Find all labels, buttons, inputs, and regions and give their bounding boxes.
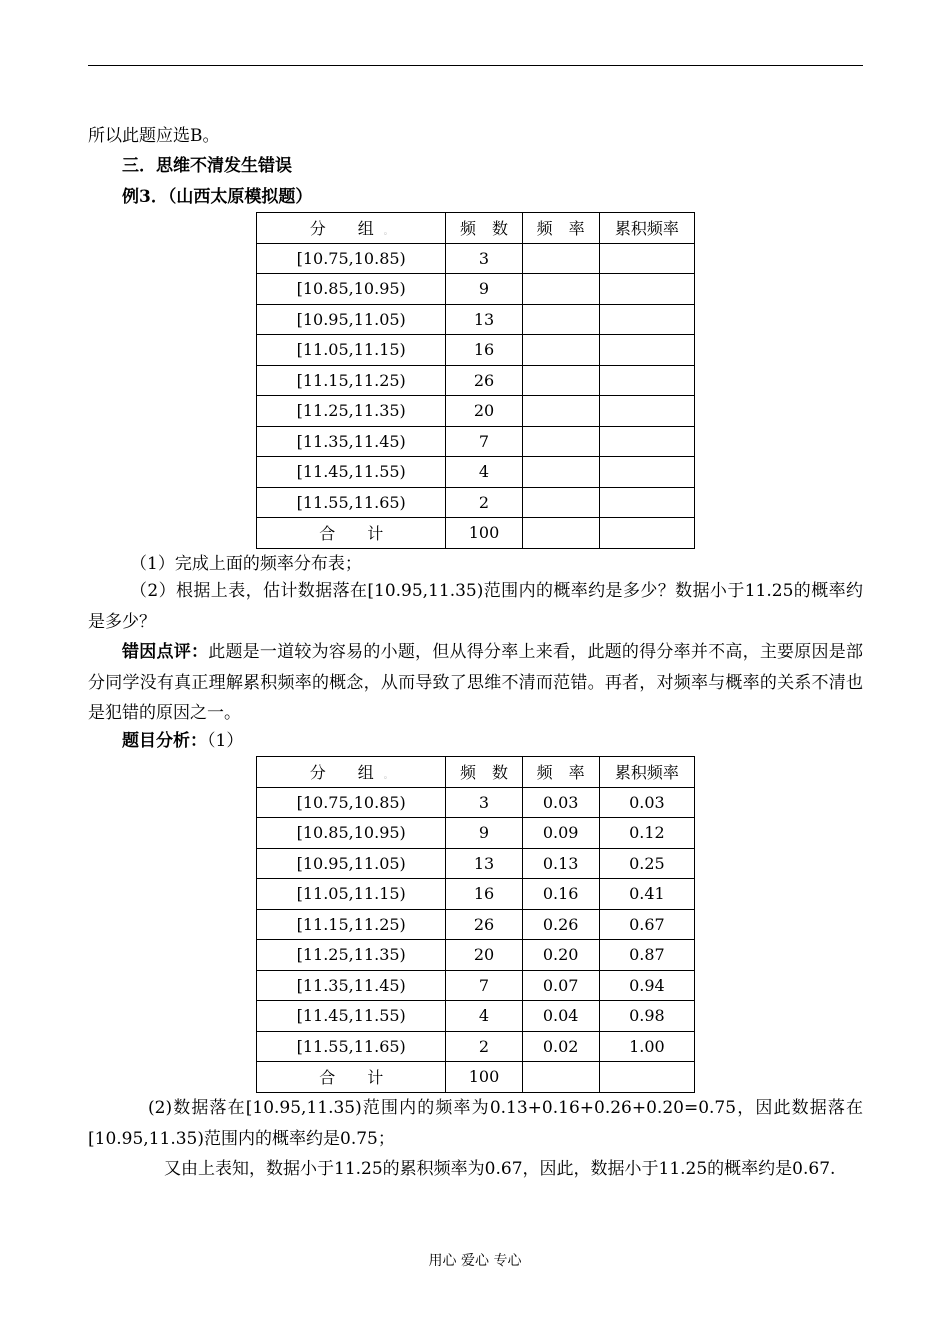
table-cell: 26 xyxy=(446,909,522,940)
table-row xyxy=(257,1001,695,1032)
table-cell: 100 xyxy=(446,1062,522,1093)
table-cell: 0.94 xyxy=(599,970,694,1001)
table-cell: [11.25,11.35) xyxy=(257,940,446,971)
table-cell xyxy=(599,457,694,488)
header-mark: 。 xyxy=(383,771,393,782)
header-rule xyxy=(88,65,863,66)
table-cell: 7 xyxy=(446,426,522,457)
table-cell xyxy=(599,518,694,549)
table-cell: [10.75,10.85) xyxy=(257,787,446,818)
table-cell: [11.55,11.65) xyxy=(257,1031,446,1062)
table-cell: 0.20 xyxy=(522,940,599,971)
table-cell xyxy=(599,335,694,366)
table-cell: 3 xyxy=(446,787,522,818)
table-cell xyxy=(522,396,599,427)
table-cell xyxy=(599,365,694,396)
table-cell xyxy=(522,487,599,518)
table-cell: 0.16 xyxy=(522,879,599,910)
table-row xyxy=(257,243,695,274)
table-cell: 0.26 xyxy=(522,909,599,940)
table-cell: [11.05,11.15) xyxy=(257,879,446,910)
section-heading: 三．思维不清发生错误 xyxy=(122,156,292,176)
table-cell: 合 计 xyxy=(257,518,446,549)
table-cell: 1.00 xyxy=(599,1031,694,1062)
table-cell: [11.55,11.65) xyxy=(257,487,446,518)
table-cell: [10.75,10.85) xyxy=(257,243,446,274)
table-cell: [11.25,11.35) xyxy=(257,396,446,427)
table-cell xyxy=(522,304,599,335)
table-header-cell: 累积频率 xyxy=(599,213,694,244)
example-title: 例3．（山西太原模拟题） xyxy=(122,187,313,207)
table-row xyxy=(257,335,695,366)
table-row xyxy=(257,940,695,971)
table-cell xyxy=(522,335,599,366)
table-cell: 20 xyxy=(446,940,522,971)
table-header-cell: 频 数 xyxy=(446,213,522,244)
table-row xyxy=(257,396,695,427)
table-cell xyxy=(599,1062,694,1093)
table-row xyxy=(257,457,695,488)
table-row xyxy=(257,487,695,518)
table-cell xyxy=(599,426,694,457)
table-cell: [11.35,11.45) xyxy=(257,970,446,1001)
table-row xyxy=(257,365,695,396)
table-cell: [11.45,11.55) xyxy=(257,457,446,488)
table-cell: 合 计 xyxy=(257,1062,446,1093)
table-cell: 13 xyxy=(446,848,522,879)
table-row xyxy=(257,909,695,940)
analysis-number: （1） xyxy=(207,731,244,751)
table-cell: 0.87 xyxy=(599,940,694,971)
table-header-cell: 频 率 xyxy=(522,757,599,788)
table-header-cell: 频 率 xyxy=(522,213,599,244)
table-cell: [11.45,11.55) xyxy=(257,1001,446,1032)
table-row xyxy=(257,787,695,818)
table-cell: 0.09 xyxy=(522,818,599,849)
table-cell: 16 xyxy=(446,879,522,910)
table-cell xyxy=(599,304,694,335)
table-cell: 0.07 xyxy=(522,970,599,1001)
table-cell: 16 xyxy=(446,335,522,366)
intro-line: 所以此题应选B。 xyxy=(88,126,220,146)
table-cell xyxy=(522,426,599,457)
table-cell: 26 xyxy=(446,365,522,396)
question-1: （1）完成上面的频率分布表； xyxy=(130,554,362,574)
table-cell: 0.98 xyxy=(599,1001,694,1032)
table-cell: 100 xyxy=(446,518,522,549)
table-cell: [10.95,11.05) xyxy=(257,848,446,879)
table-cell xyxy=(522,518,599,549)
table-row xyxy=(257,1031,695,1062)
table-cell xyxy=(522,365,599,396)
table-cell: 0.41 xyxy=(599,879,694,910)
table-cell xyxy=(522,1062,599,1093)
table-cell: [10.95,11.05) xyxy=(257,304,446,335)
table-header-cell: 分 组 。 xyxy=(257,757,446,788)
table-row xyxy=(257,970,695,1001)
table-row xyxy=(257,818,695,849)
table-cell: [10.85,10.95) xyxy=(257,818,446,849)
table-cell: 13 xyxy=(446,304,522,335)
table-cell: 9 xyxy=(446,818,522,849)
table-cell: 2 xyxy=(446,487,522,518)
table-header-cell: 频 数 xyxy=(446,757,522,788)
table-cell: 0.02 xyxy=(522,1031,599,1062)
frequency-table-filled xyxy=(256,756,695,1093)
table-row xyxy=(257,304,695,335)
table-row xyxy=(257,848,695,879)
table-cell: 4 xyxy=(446,457,522,488)
header-mark: 。 xyxy=(383,227,393,238)
table-header-cell: 分 组 。 xyxy=(257,213,446,244)
answer-2: (2)数据落在[10.95,11.35)范围内的频率为0.13+0.16+0.26+0.20=0.75，因此数据落在[10.95,11.35)范围内的概率约是0.75； xyxy=(88,1098,863,1149)
table-row xyxy=(257,879,695,910)
table-cell: 0.12 xyxy=(599,818,694,849)
table-header-row xyxy=(257,757,695,788)
table-row xyxy=(257,426,695,457)
table-cell: [11.05,11.15) xyxy=(257,335,446,366)
table-cell: [11.35,11.45) xyxy=(257,426,446,457)
analysis-heading xyxy=(122,730,243,752)
table-cell: 0.67 xyxy=(599,909,694,940)
table-cell: 0.03 xyxy=(522,787,599,818)
table-cell xyxy=(599,487,694,518)
table-cell: 0.25 xyxy=(599,848,694,879)
frequency-table-blank xyxy=(256,212,695,549)
table-cell: 7 xyxy=(446,970,522,1001)
answer-3: 又由上表知，数据小于11.25的累积频率为0.67，因此，数据小于11.25的概率约是0.67. xyxy=(164,1159,836,1179)
table-header-row xyxy=(257,213,695,244)
table-cell: 2 xyxy=(446,1031,522,1062)
analysis-label: 题目分析： xyxy=(122,731,207,751)
table-cell: 4 xyxy=(446,1001,522,1032)
table-cell: [10.85,10.95) xyxy=(257,274,446,305)
table-cell xyxy=(599,243,694,274)
table-cell xyxy=(522,243,599,274)
table-cell: [11.15,11.25) xyxy=(257,365,446,396)
table-cell xyxy=(599,274,694,305)
error-text: 此题是一道较为容易的小题，但从得分率上来看，此题的得分率并不高，主要原因是部分同学没有真正理解累积频率的概念，从而导致了思维不清而范错。再者，对频率与概率的关系不清也是犯错的原因之一。 xyxy=(88,642,864,723)
question-2: （2）根据上表，估计数据落在[10.95,11.35)范围内的概率约是多少？数据小于11.25的概率约是多少？ xyxy=(88,581,863,632)
table-cell: 9 xyxy=(446,274,522,305)
table-header-cell: 累积频率 xyxy=(599,757,694,788)
table-cell: [11.15,11.25) xyxy=(257,909,446,940)
error-label: 错因点评： xyxy=(122,642,209,662)
table-cell: 0.04 xyxy=(522,1001,599,1032)
table-row xyxy=(257,274,695,305)
error-analysis xyxy=(88,637,863,729)
page-footer: 用心 爱心 专心 xyxy=(428,1253,522,1269)
table-cell xyxy=(599,396,694,427)
table-cell: 0.13 xyxy=(522,848,599,879)
table-row xyxy=(257,1062,695,1093)
table-row xyxy=(257,518,695,549)
table-cell: 20 xyxy=(446,396,522,427)
table-cell: 3 xyxy=(446,243,522,274)
table-cell: 0.03 xyxy=(599,787,694,818)
table-cell xyxy=(522,274,599,305)
table-cell xyxy=(522,457,599,488)
